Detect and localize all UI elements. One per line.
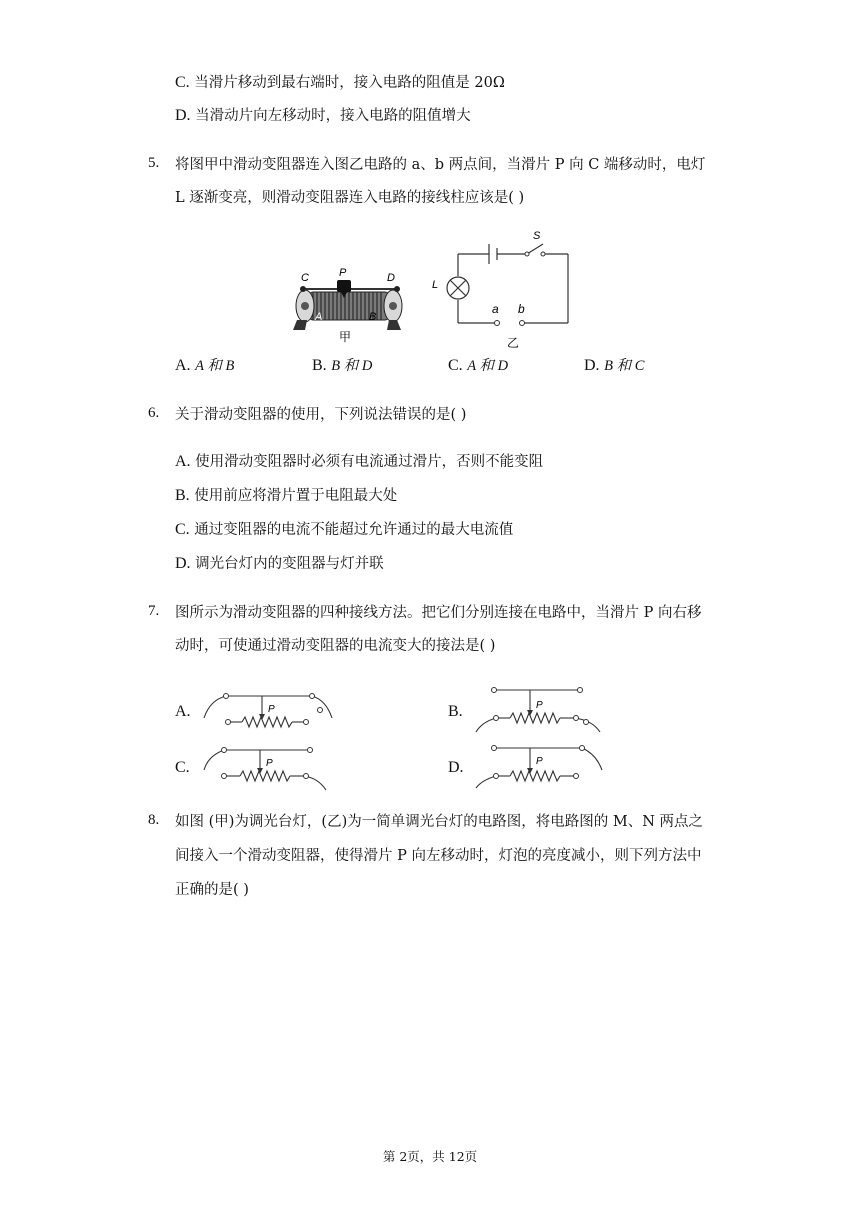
rheostat-figure-jia xyxy=(285,226,415,346)
q6-option-d xyxy=(175,554,384,574)
q5-option-b xyxy=(312,356,372,376)
q8-stem-line1: 如图 (甲)为调光台灯，(乙)为一简单调光台灯的电路图，将电路图的 M、N 两点之 xyxy=(175,814,703,830)
label-B: B xyxy=(369,311,377,323)
q8-stem-line3: 正确的是( ) xyxy=(175,882,249,898)
label-D: D xyxy=(387,272,395,284)
q6-option-b xyxy=(175,486,397,506)
q7-number: 7. xyxy=(148,603,160,619)
option-letter: A. xyxy=(175,357,191,374)
option-letter: C. xyxy=(175,521,190,538)
q5-option-a xyxy=(175,356,234,376)
label-C: C xyxy=(301,272,309,284)
slider-label-p: P xyxy=(536,756,543,767)
q5-stem-line2: L 逐渐变亮，则滑动变阻器连入电路的接线柱应该是( ) xyxy=(175,190,525,206)
option-letter: D. xyxy=(584,357,600,374)
slider-label-p: P xyxy=(268,704,275,715)
option-text: A 和 D xyxy=(467,358,509,374)
option-text: B 和 C xyxy=(604,358,645,374)
q7-option-d-letter: D. xyxy=(448,759,464,776)
q7-stem-line2: 动时，可使通过滑动变阻器的电流变大的接法是( ) xyxy=(175,638,496,654)
option-letter: C. xyxy=(175,74,190,91)
q8-stem-line2: 间接入一个滑动变阻器，使得滑片 P 向左移动时，灯泡的亮度减小，则下列方法中 xyxy=(175,848,702,864)
label-P: P xyxy=(339,267,347,279)
option-letter: B. xyxy=(312,357,327,374)
q6-option-c xyxy=(175,520,513,540)
q7-option-b-diagram xyxy=(470,684,610,736)
q6-number: 6. xyxy=(148,405,160,421)
option-letter: D. xyxy=(175,107,191,124)
q7-option-d-diagram xyxy=(470,742,610,792)
option-text: A 和 B xyxy=(195,358,235,374)
q7-option-b-letter: B. xyxy=(448,703,463,720)
q5-stem-line1: 将图甲中滑动变阻器连入图乙电路的 a、b 两点间，当滑片 P 向 C 端移动时，电灯 xyxy=(175,157,706,173)
q4-option-c xyxy=(175,73,505,93)
q5-option-c xyxy=(448,356,508,376)
circuit-figure-yi xyxy=(425,226,575,351)
option-text: 使用滑动变阻器时必须有电流通过滑片，否则不能变阻 xyxy=(195,454,544,470)
option-letter: B. xyxy=(175,487,190,504)
option-text: 通过变阻器的电流不能超过允许通过的最大电流值 xyxy=(194,522,514,538)
q6-stem: 关于滑动变阻器的使用，下列说法错误的是( ) xyxy=(175,407,467,423)
option-letter: C. xyxy=(448,357,463,374)
slider-label-p: P xyxy=(536,700,543,711)
q6-option-a xyxy=(175,452,543,472)
q5-option-d xyxy=(584,356,644,376)
q4-option-d xyxy=(175,106,471,126)
q7-option-a-diagram xyxy=(200,688,340,738)
label-a: a xyxy=(492,302,499,316)
label-b: b xyxy=(518,302,525,316)
option-letter: D. xyxy=(175,555,191,572)
q5-number: 5. xyxy=(148,155,160,171)
option-letter: A. xyxy=(175,453,191,470)
caption-yi: 乙 xyxy=(507,336,520,350)
slider-label-p: P xyxy=(266,758,273,769)
label-L: L xyxy=(432,279,439,291)
label-A: A xyxy=(315,311,323,323)
option-text: 调光台灯内的变阻器与灯并联 xyxy=(195,556,384,572)
q7-option-a-letter: A. xyxy=(175,703,191,720)
q7-stem-line1: 图所示为滑动变阻器的四种接线方法。把它们分别连接在电路中，当滑片 P 向右移 xyxy=(175,605,702,621)
option-text: 当滑片移动到最右端时，接入电路的阻值是 20Ω xyxy=(194,75,505,91)
caption-jia: 甲 xyxy=(339,330,352,344)
label-S: S xyxy=(533,230,541,242)
q7-option-c-diagram xyxy=(200,742,340,792)
q7-option-c-letter: C. xyxy=(175,759,190,776)
q8-number: 8. xyxy=(148,812,160,828)
option-text: 使用前应将滑片置于电阻最大处 xyxy=(194,488,398,504)
option-text: 当滑动片向左移动时，接入电路的阻值增大 xyxy=(195,108,471,124)
option-text: B 和 D xyxy=(331,358,373,374)
page-footer: 第 2页，共 12页 xyxy=(382,1149,478,1164)
